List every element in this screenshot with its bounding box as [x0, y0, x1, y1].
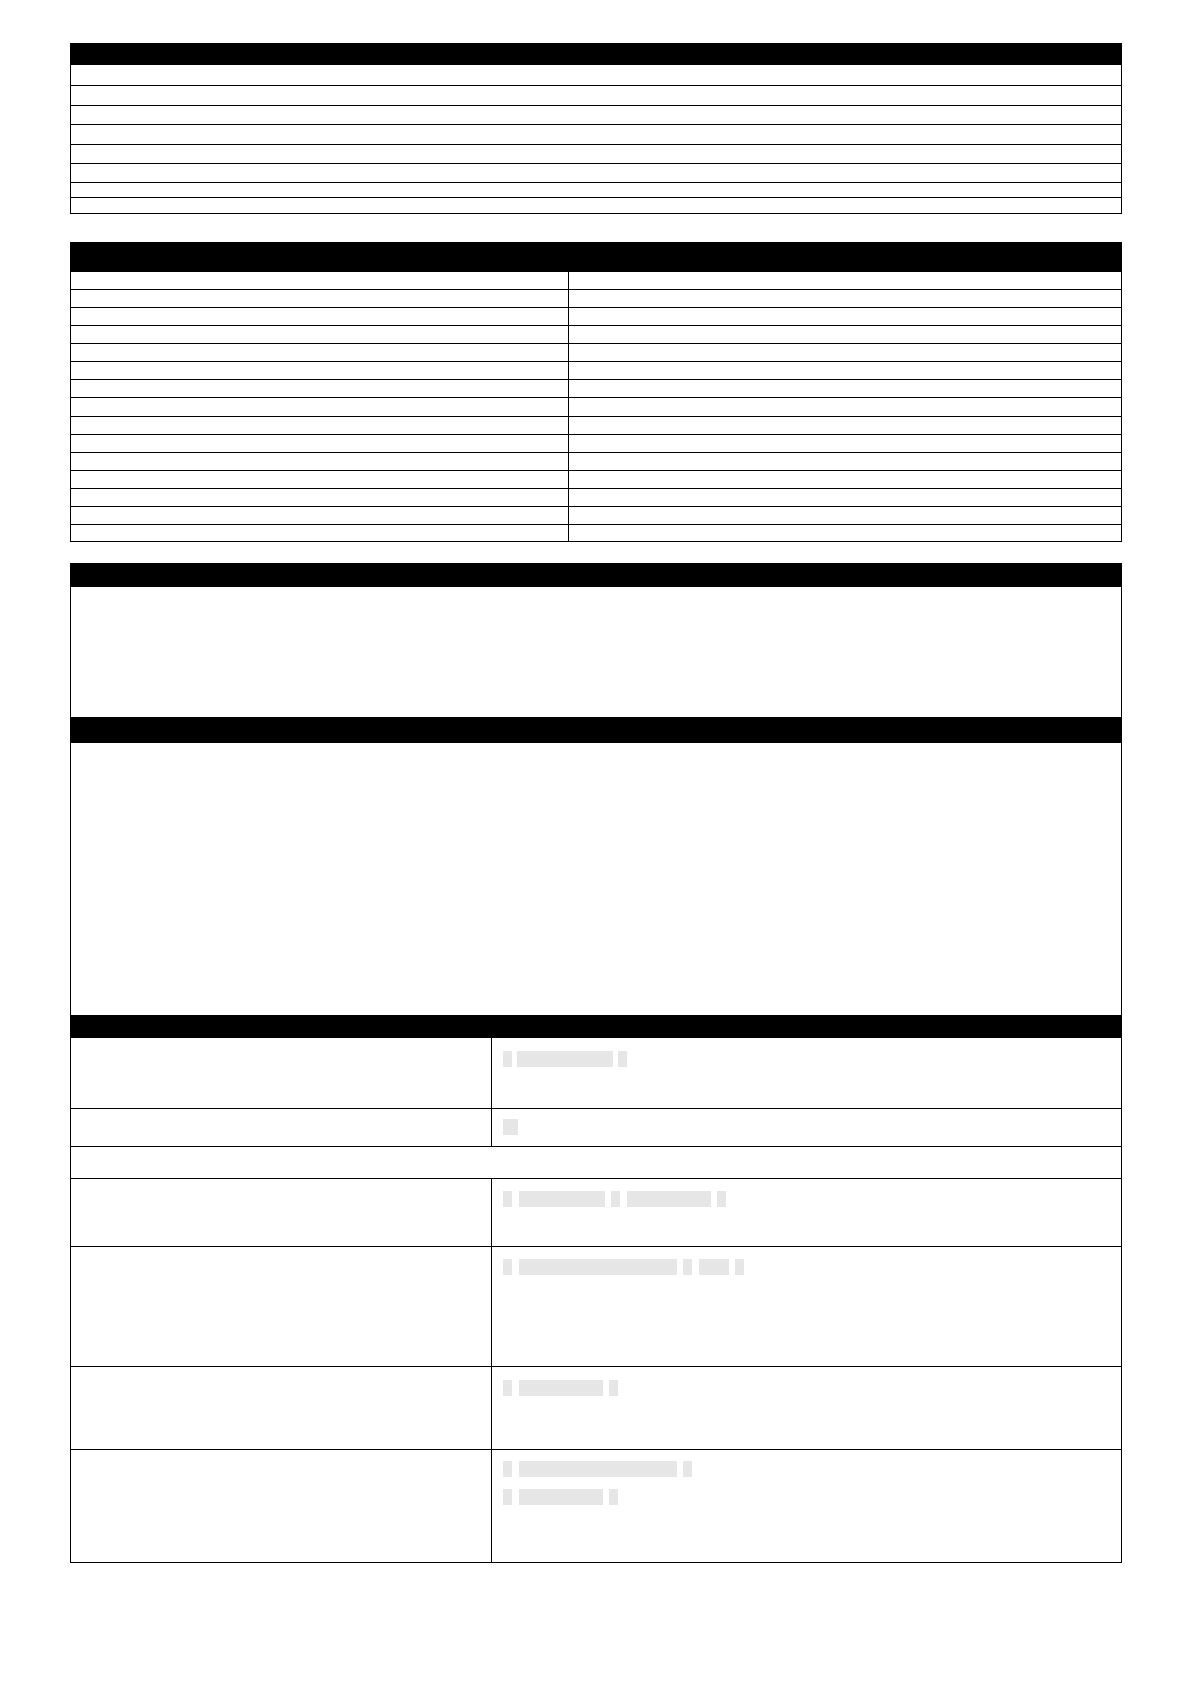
row-divider [71, 1146, 1121, 1147]
row-divider [71, 524, 1121, 525]
row-divider [71, 343, 1121, 344]
row-divider [71, 416, 1121, 417]
row-divider [71, 488, 1121, 489]
row-divider [71, 1178, 1121, 1179]
redacted-field-3 [503, 1191, 743, 1209]
row-divider [71, 452, 1121, 453]
row-divider [71, 197, 1121, 198]
sections-3-5-block [70, 563, 1122, 1563]
section-3-body [71, 587, 1121, 717]
row-divider [71, 470, 1121, 471]
row-divider [71, 144, 1121, 145]
row-divider [71, 163, 1121, 164]
row-divider [71, 105, 1121, 106]
row-divider [71, 1108, 1121, 1109]
row-divider [71, 397, 1121, 398]
row-divider [71, 434, 1121, 435]
row-divider [71, 1366, 1121, 1367]
redacted-field-2 [503, 1119, 523, 1137]
row-divider [71, 379, 1121, 380]
redacted-field-4 [503, 1259, 753, 1277]
row-divider [71, 124, 1121, 125]
section-2-table [70, 271, 1122, 542]
row-divider [71, 506, 1121, 507]
column-divider [491, 1179, 492, 1562]
row-divider [71, 1246, 1121, 1247]
column-divider [568, 272, 569, 541]
row-divider [71, 1449, 1121, 1450]
row-divider [71, 361, 1121, 362]
redacted-field-6 [503, 1461, 703, 1509]
row-divider [71, 289, 1121, 290]
redacted-field-1 [503, 1051, 633, 1069]
section-5-table [71, 1038, 1121, 1562]
column-divider [491, 1038, 492, 1147]
row-divider [71, 307, 1121, 308]
section-2-header [70, 242, 1122, 272]
section-4-body [71, 743, 1121, 1015]
section-4-header [71, 717, 1121, 743]
row-divider [71, 325, 1121, 326]
redacted-field-5 [503, 1380, 623, 1398]
section-3-header [71, 564, 1121, 587]
row-divider [71, 182, 1121, 183]
section-5-header [71, 1015, 1121, 1038]
section-1-header [70, 43, 1122, 65]
row-divider [71, 85, 1121, 86]
section-1-table [70, 64, 1122, 214]
